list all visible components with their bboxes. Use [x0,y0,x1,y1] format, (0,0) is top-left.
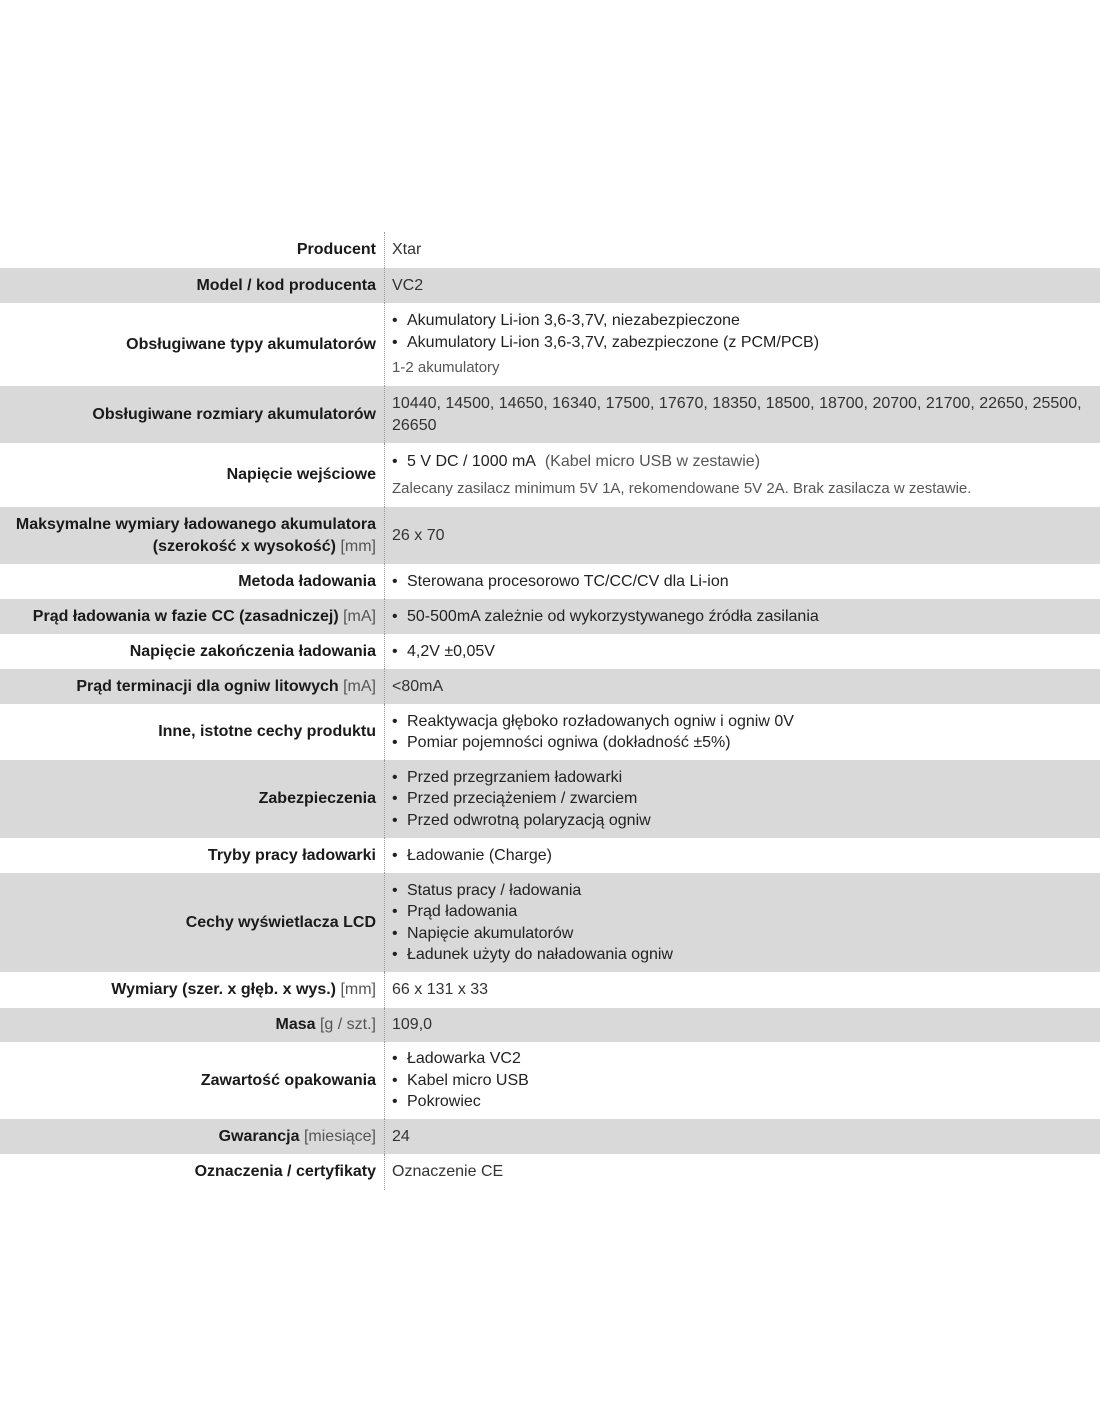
spec-row-battery-sizes [0,386,1100,443]
label-text-secondary: (szerokość x wysokość) [152,537,336,555]
list-item: • Akumulatory Li-ion 3,6-3,7V, niezabezpieczone [392,310,1094,332]
spec-label [0,386,385,443]
list-item: • 4,2V ±0,05V [392,641,1094,663]
list-item: • Napięcie akumulatorów [392,923,1094,945]
spec-row-modes [0,838,1100,873]
label-text: Masa [275,1016,316,1033]
value-text: 109,0 [392,1016,433,1034]
label-text: Zawartość opakowania [200,1071,376,1089]
list-item: • Ładowanie (Charge) [392,845,1094,867]
spec-value [385,838,1100,873]
list-item: • Ładowarka VC2 [392,1048,1094,1070]
list-item: • Pokrowiec [392,1091,1094,1113]
bullet-list [392,1048,1094,1113]
spec-label [0,1154,385,1190]
spec-row-package-contents [0,1042,1100,1119]
value-note: 1-2 akumulatory [392,359,500,377]
spec-label [0,599,385,634]
spec-row-protections [0,760,1100,838]
value-text: 24 [392,1127,410,1145]
spec-value [385,760,1100,838]
spec-value [385,1119,1100,1154]
spec-label [0,303,385,386]
list-item: • Pomiar pojemności ogniwa (dokładność ±5%) [392,732,1094,754]
spec-row-input-voltage [0,443,1100,507]
label-text: Obsługiwane rozmiary akumulatorów [92,405,376,423]
label-text: Prąd terminacji dla ogniw litowych [76,677,339,695]
label-text: Gwarancja [218,1127,300,1145]
spec-row-cc-current [0,599,1100,634]
list-item: • Przed odwrotną polaryzacją ogniw [392,810,1094,832]
list-item: • Status pracy / ładowania [392,880,1094,902]
label-text: Wymiary (szer. x głęb. x wys.) [111,981,336,998]
label-unit: [mA] [343,677,376,695]
spec-value [385,669,1100,704]
value-text: Xtar [392,241,422,259]
label-unit: [g / szt.] [319,1016,376,1033]
list-item: • Sterowana procesorowo TC/CC/CV dla Li-ion [392,571,1094,593]
label-text: Inne, istotne cechy produktu [158,723,376,740]
spec-label [0,760,385,838]
spec-row-charging-method [0,564,1100,599]
label-text: Cechy wyświetlacza LCD [185,913,376,931]
spec-table [0,232,1100,1190]
bullet-list [392,310,1094,353]
list-item: • Prąd ładowania [392,901,1094,923]
spec-label [0,564,385,599]
spec-value [385,564,1100,599]
spec-label [0,507,385,564]
spec-value [385,232,1100,268]
label-text: Napięcie wejściowe [226,466,376,483]
spec-value [385,873,1100,972]
label-unit: [miesiące] [303,1127,376,1145]
list-item: • Ładunek użyty do naładowania ogniw [392,944,1094,966]
label-text: Maksymalne wymiary ładowanego akumulatora [15,515,376,533]
value-note: Zalecany zasilacz minimum 5V 1A, rekomendowane 5V 2A. Brak zasilacza w zestawie. [392,479,972,497]
spec-label [0,443,385,507]
value-text: 10440, 14500, 14650, 16340, 17500, 17670, 18350, 18500, 18700, 20700, 21700, 22650, 25500, 26650 [392,395,1082,434]
spec-row-max-dimensions [0,507,1100,564]
label-text: Oznaczenia / certyfikaty [194,1163,376,1180]
label-unit: [mm] [340,537,376,555]
spec-row-model [0,268,1100,303]
value-text: Oznaczenie CE [392,1163,504,1181]
spec-row-end-voltage [0,634,1100,669]
list-item-text: 5 V DC / 1000 mA [407,453,536,470]
spec-row-battery-types [0,303,1100,386]
spec-value [385,443,1100,507]
spec-value [385,1154,1100,1190]
spec-row-producer [0,232,1100,268]
spec-label [0,1042,385,1119]
spec-row-dimensions [0,972,1100,1008]
spec-label [0,669,385,704]
label-text: Prąd ładowania w fazie CC (zasadniczej) [32,607,339,625]
bullet-list [392,451,1094,473]
label-text: Model / kod producenta [196,276,376,294]
spec-value [385,704,1100,760]
spec-label [0,972,385,1008]
spec-row-lcd-features [0,873,1100,972]
spec-value [385,507,1100,564]
label-text: Metoda ładowania [238,572,376,590]
list-item: • 50-500mA zależnie od wykorzystywanego źródła zasilania [392,606,1094,628]
spec-label [0,838,385,873]
list-item: • Przed przeciążeniem / zwarciem [392,788,1094,810]
spec-value [385,303,1100,386]
label-text: Zabezpieczenia [258,790,376,807]
spec-label [0,873,385,972]
spec-value [385,972,1100,1008]
spec-label [0,1119,385,1154]
list-item-note: (Kabel micro USB w zestawie) [544,453,761,470]
spec-row-termination-current [0,669,1100,704]
bullet-list [392,880,1094,966]
spec-value [385,1042,1100,1119]
bullet-list [392,571,1094,593]
spec-value [385,1008,1100,1042]
value-text: VC2 [392,276,424,294]
spec-label [0,268,385,303]
spec-value [385,268,1100,303]
bullet-list [392,845,1094,867]
list-item: • Przed przegrzaniem ładowarki [392,767,1094,789]
label-text: Producent [296,241,376,258]
spec-row-certificates [0,1154,1100,1190]
bullet-list [392,641,1094,663]
spec-value [385,599,1100,634]
value-text: <80mA [392,677,444,695]
value-text: 66 x 131 x 33 [392,981,489,999]
spec-label [0,232,385,268]
value-text: 26 x 70 [392,526,445,544]
spec-value [385,386,1100,443]
spec-label [0,634,385,669]
list-item [392,451,1094,473]
spec-value [385,634,1100,669]
spec-label [0,704,385,760]
bullet-list [392,767,1094,832]
bullet-list [392,711,1094,754]
spec-label [0,1008,385,1042]
label-unit: [mA] [343,607,376,625]
spec-row-weight [0,1008,1100,1042]
label-unit: [mm] [340,981,376,998]
bullet-list [392,606,1094,628]
label-text: Obsługiwane typy akumulatorów [126,335,376,353]
label-text: Napięcie zakończenia ładowania [129,642,376,660]
list-item: • Kabel micro USB [392,1070,1094,1092]
spec-row-other-features [0,704,1100,760]
label-text: Tryby pracy ładowarki [207,846,376,864]
list-item: • Reaktywacja głęboko rozładowanych ogniw i ogniw 0V [392,711,1094,733]
list-item: • Akumulatory Li-ion 3,6-3,7V, zabezpieczone (z PCM/PCB) [392,332,1094,354]
spec-row-warranty [0,1119,1100,1154]
